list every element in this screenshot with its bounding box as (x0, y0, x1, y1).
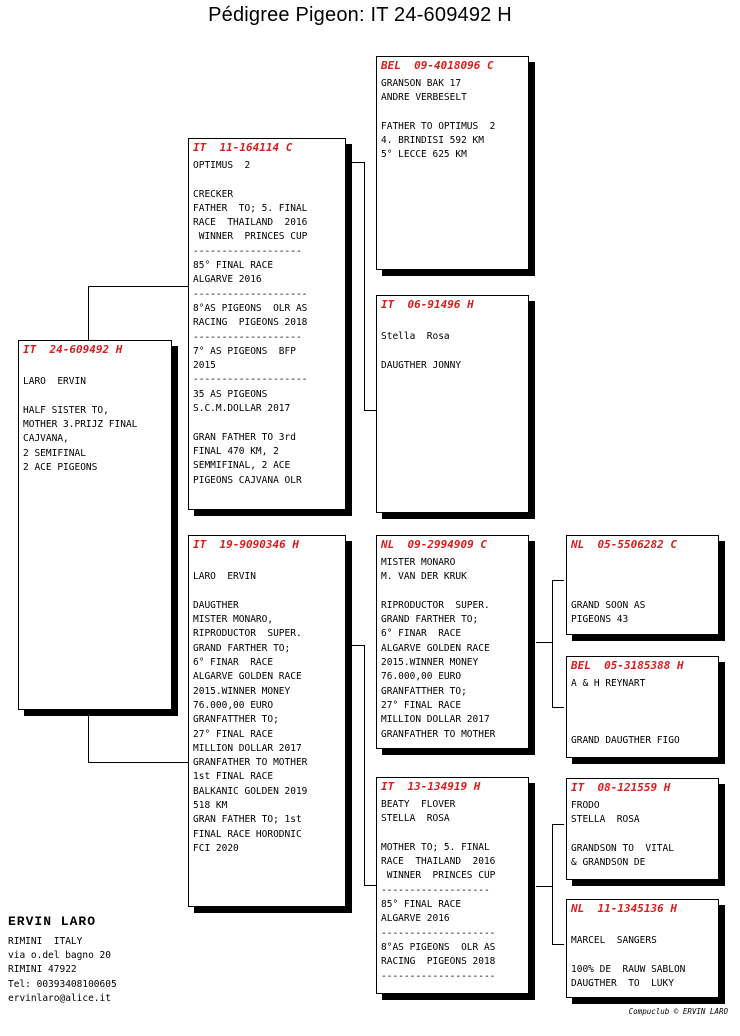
pigeon-info-line: 4. BRINDISI 592 KM (381, 135, 484, 147)
pigeon-info-line: PIGEONS 43 (571, 614, 629, 626)
pigeon-info-line: FATHER TO OPTIMUS 2 (381, 120, 496, 132)
connector-line (536, 642, 552, 643)
connector-line (88, 708, 89, 762)
pigeon-info-line: 6° FINAR RACE (381, 628, 462, 640)
pigeon-info-line: 518 KM (193, 800, 228, 812)
pigeon-info-line: WINNER PRINCES CUP (193, 231, 308, 243)
connector-line (364, 410, 376, 411)
pigeon-info-line: ALGARVE GOLDEN RACE (193, 671, 302, 683)
pigeon-info-line: MISTER MONARO, (193, 614, 274, 626)
pigeon-info-line: 27° FINAL RACE (193, 728, 274, 740)
pigeon-card-dam[interactable] (188, 535, 346, 907)
pigeon-info-line: ANDRE VERBESELT (381, 92, 467, 104)
pigeon-info-line: MISTER MONARO (381, 557, 456, 568)
owner-email[interactable]: ervinlaro@alice.it (8, 992, 111, 1004)
ring-number: NL 05-5506282 C (571, 538, 677, 551)
connector-line (364, 162, 365, 410)
pigeon-info-line: 5° LECCE 625 KM (381, 149, 467, 161)
connector-line (536, 886, 552, 887)
pigeon-info-line: 76.000,00 EURO (193, 699, 274, 711)
ring-number: IT 06-91496 H (381, 298, 474, 311)
pigeon-info-line: ALGARVE 2016 (193, 274, 262, 286)
pigeon-info-line: MOTHER 3.PRIJZ FINAL (23, 419, 138, 431)
pigeon-info-line: -------------------- (381, 970, 496, 982)
pigeon-info-line (381, 106, 528, 120)
pigeon-card-dam-dam[interactable] (376, 777, 529, 994)
pigeon-info-line: GRAND FARTHER TO; (193, 642, 291, 654)
pigeon-info-line: 6° FINAR RACE (193, 657, 274, 669)
pigeon-info-line (193, 585, 345, 599)
connector-line (88, 762, 188, 763)
ring-number: BEL 05-3185388 H (571, 659, 684, 672)
pigeon-info-line: GRANFATHER TO MOTHER (193, 757, 308, 769)
connector-line (552, 642, 553, 707)
pigeon-info-line: ALGARVE 2016 (381, 913, 450, 925)
pigeon-info-line (381, 316, 528, 330)
pigeon-info-line: LARO ERVIN (23, 376, 86, 388)
pigeon-info-line: MOTHER TO; 5. FINAL (381, 841, 490, 853)
pigeon-info-line (23, 390, 171, 404)
pigeon-info-line: 85° FINAL RACE (193, 260, 274, 272)
pigeon-info-line: FATHER TO; 5. FINAL (193, 202, 308, 214)
pigeon-info-line: GRAN FATHER TO 3rd (193, 431, 296, 443)
pigeon-info-line: 100% DE RAUW SABLON (571, 963, 686, 975)
pigeon-info-line: BEATY FLOVER (381, 799, 456, 810)
pigeon-info-line: BALKANIC GOLDEN 2019 (193, 785, 308, 797)
pigeon-info-line (23, 361, 171, 375)
pigeon-info-line (193, 556, 345, 570)
pigeon-info-line (193, 173, 345, 187)
pigeon-info-line (571, 828, 718, 842)
ring-number: NL 09-2994909 C (381, 538, 487, 551)
pigeon-info-line: -------------------- (193, 374, 308, 386)
pigeon-card-dam-dam-dam[interactable] (566, 899, 719, 998)
connector-line (364, 645, 365, 885)
pigeon-info-line: STELLA ROSA (381, 813, 450, 825)
pigeon-info-line (381, 827, 528, 841)
owner-phone: Tel: 00393408100605 (8, 978, 117, 990)
pigeon-info-line: 2015.WINNER MONEY (193, 685, 291, 697)
pigeon-info-line: LARO ERVIN (193, 571, 256, 583)
pigeon-info-line: 1st FINAL RACE (193, 771, 274, 783)
pigeon-info-line: CAJVANA, (23, 433, 69, 445)
pigeon-info-line: SEMMIFINAL, 2 ACE (193, 460, 291, 472)
pigeon-info-line: DAUGTHER JONNY (381, 359, 462, 371)
connector-line (364, 885, 376, 886)
page-title: Pédigree Pigeon: IT 24-609492 H (208, 4, 512, 26)
connector-line (88, 286, 89, 340)
pigeon-info-line: 2 SEMIFINAL (23, 447, 86, 459)
connector-line (552, 580, 564, 581)
owner-address-line: RIMINI 47922 (8, 964, 77, 976)
ring-number: IT 13-134919 H (381, 780, 481, 793)
pigeon-info-line: 2 ACE PIGEONS (23, 462, 98, 474)
pigeon-info-line: GRANSON BAK 17 (381, 78, 462, 89)
connector-line (552, 886, 553, 944)
pigeon-info-line: ------------------- (381, 884, 490, 896)
pigeon-info-line: RACING PIGEONS 2018 (193, 317, 308, 329)
pigeon-info-line: HALF SISTER TO, (23, 404, 109, 416)
pigeon-info-line: -------------------- (193, 288, 308, 300)
pigeon-info-line: 2015 (193, 360, 216, 372)
pigeon-info-line: PIGEONS CAJVANA OLR (193, 474, 302, 486)
pigeon-info-line: GRAND DAUGTHER FIGO (571, 735, 680, 747)
pigeon-card-sire[interactable] (188, 138, 346, 510)
pigeon-info-line: FRODO (571, 800, 600, 811)
pigeon-info-line (571, 949, 718, 963)
pigeon-info-line: FINAL RACE HORODNIC (193, 828, 302, 840)
pigeon-info-line: WINNER PRINCES CUP (381, 870, 496, 882)
pigeon-card-dam-sire[interactable] (376, 535, 529, 749)
connector-line (552, 707, 564, 708)
connector-line (88, 286, 188, 287)
pigeon-info-line: M. VAN DER KRUK (381, 571, 467, 583)
pigeon-info-line: DAUGTHER (193, 599, 239, 611)
pigeon-info-line: MARCEL SANGERS (571, 935, 657, 947)
ring-number: IT 19-9090346 H (193, 538, 299, 551)
pigeon-info-line: 85° FINAL RACE (381, 899, 462, 911)
pigeon-info-line (571, 706, 718, 720)
pigeon-info-line: A & H REYNART (571, 678, 646, 689)
pigeon-info-line: STELLA ROSA (571, 814, 640, 826)
pigeon-info-line: RACING PIGEONS 2018 (381, 956, 496, 968)
pigeon-card-dam-dam-sire[interactable] (566, 778, 719, 880)
owner-address-line: RIMINI ITALY (8, 936, 83, 947)
connector-line (348, 645, 364, 646)
pigeon-info-line: GRAN FATHER TO; 1st (193, 814, 302, 826)
pigeon-info-line: 76.000,00 EURO (381, 671, 462, 683)
pigeon-info-line: GRANDSON TO VITAL (571, 842, 674, 854)
pigeon-info-line: 35 AS PIGEONS (193, 388, 268, 400)
pigeon-info-line: ALGARVE GOLDEN RACE (381, 642, 490, 654)
pigeon-info-line (571, 556, 718, 570)
pigeon-info-line: OPTIMUS 2 (193, 160, 251, 171)
pigeon-info-line: -------------------- (381, 927, 496, 939)
pigeon-info-line: 7° AS PIGEONS BFP (193, 345, 296, 357)
pigeon-info-line: GRAND SOON AS (571, 599, 646, 611)
pigeon-info-line: 8°AS PIGEONS OLR AS (193, 302, 308, 314)
pigeon-info-line (571, 691, 718, 705)
owner-address-line: via o.del bagno 20 (8, 950, 111, 962)
pigeon-info-line: CRECKER (193, 188, 234, 200)
ring-number: IT 08-121559 H (571, 781, 671, 794)
pigeon-info-line: RIPRODUCTOR SUPER. (381, 599, 490, 611)
pigeon-info-line (381, 585, 528, 599)
pigeon-info-line: RACE THAILAND 2016 (193, 217, 308, 229)
owner-info (8, 914, 117, 1006)
pigeon-card-dam-sire-sire[interactable] (566, 535, 719, 635)
pigeon-info-line: MILLION DOLLAR 2017 (193, 742, 302, 754)
pigeon-info-line: FINAL 470 KM, 2 (193, 445, 279, 457)
connector-line (552, 944, 564, 945)
pigeon-card-subject[interactable] (18, 340, 172, 710)
pigeon-card-sire-sire[interactable] (376, 56, 529, 270)
pigeon-info-line: FCI 2020 (193, 842, 239, 854)
pigeon-info-line (193, 416, 345, 430)
ring-number: BEL 09-4018096 C (381, 59, 494, 72)
pigeon-card-dam-sire-dam[interactable] (566, 656, 719, 758)
pigeon-info-line: GRANFATTHER TO; (381, 685, 467, 697)
pigeon-info-line (571, 720, 718, 734)
pigeon-info-line (571, 920, 718, 934)
connector-line (552, 824, 553, 886)
ring-number: NL 11-1345136 H (571, 902, 677, 915)
pigeon-info-line: RIPRODUCTOR SUPER. (193, 628, 302, 640)
ring-number: IT 24-609492 H (23, 343, 123, 356)
pigeon-info-line: ------------------- (193, 245, 302, 257)
pigeon-info-line (571, 585, 718, 599)
ring-number: IT 11-164114 C (193, 141, 293, 154)
pigeon-info-line: MILLION DOLLAR 2017 (381, 714, 490, 726)
connector-line (348, 162, 364, 163)
pigeon-info-line: & GRANDSON DE (571, 857, 646, 869)
pigeon-card-sire-dam[interactable] (376, 295, 529, 513)
credit-footer: Compuclub © ERVIN LARO (628, 1007, 728, 1016)
pigeon-info-line (571, 570, 718, 584)
pigeon-info-line: 8°AS PIGEONS OLR AS (381, 941, 496, 953)
pigeon-info-line: Stella Rosa (381, 331, 450, 343)
owner-name: ERVIN LARO (8, 914, 97, 929)
pigeon-info-line: ------------------- (193, 331, 302, 343)
pigeon-info-line (381, 345, 528, 359)
pigeon-info-line: S.C.M.DOLLAR 2017 (193, 403, 291, 415)
pigeon-info-line: GRANFATHER TO MOTHER (381, 728, 496, 740)
pigeon-info-line: GRAND FARTHER TO; (381, 614, 479, 626)
pigeon-info-line: 2015.WINNER MONEY (381, 657, 479, 669)
pigeon-info-line: DAUGTHER TO LUKY (571, 978, 674, 990)
connector-line (552, 580, 553, 642)
connector-line (552, 824, 564, 825)
pigeon-info-line: GRANFATTHER TO; (193, 714, 279, 726)
pigeon-info-line: 27° FINAL RACE (381, 699, 462, 711)
pigeon-info-line: RACE THAILAND 2016 (381, 856, 496, 868)
